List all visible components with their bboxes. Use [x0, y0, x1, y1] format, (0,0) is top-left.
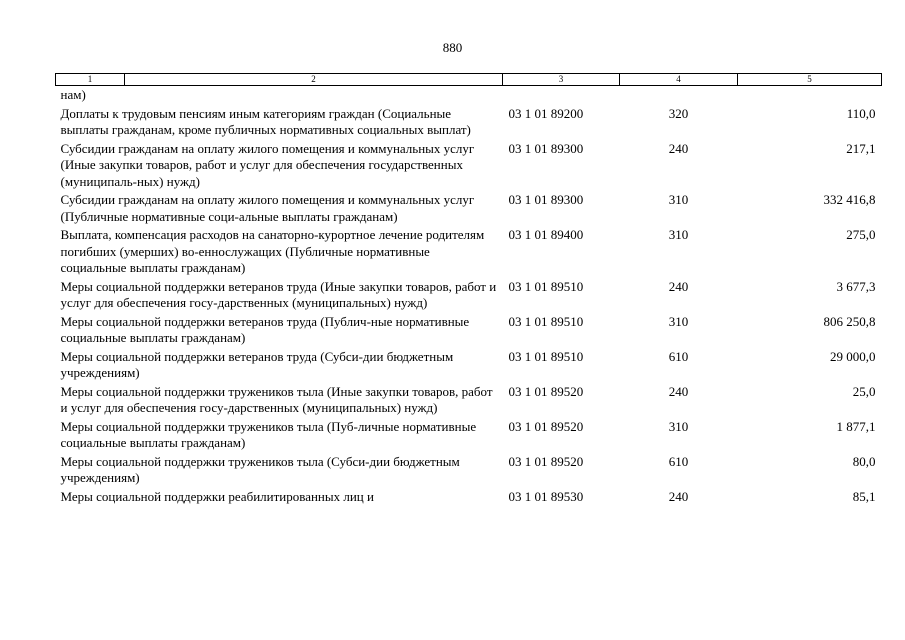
table-row — [56, 419, 882, 454]
row-expense-type-cell — [620, 86, 738, 106]
row-code-cell: 03 1 01 89300 — [508, 140, 584, 156]
table-row — [56, 279, 882, 314]
row-code-cell: 03 1 01 89200 — [508, 105, 584, 121]
row-expense-type-cell: 310 — [668, 192, 689, 207]
table-body — [56, 86, 882, 508]
row-amount-cell: 1 877,1 — [836, 418, 876, 434]
table-row — [56, 192, 882, 227]
table-header — [56, 74, 882, 86]
header-col-1: 1 — [56, 74, 125, 86]
row-expense-type-cell: 310 — [668, 418, 689, 434]
row-code-cell: 03 1 01 89300 — [508, 192, 584, 207]
header-col-2: 2 — [125, 74, 503, 86]
row-amount-cell: 29 000,0 — [830, 348, 876, 364]
row-amount-cell: 85,1 — [852, 488, 876, 504]
header-row — [56, 74, 882, 86]
row-code-cell: 03 1 01 89400 — [508, 227, 584, 242]
row-amount-cell: 217,1 — [846, 140, 876, 156]
row-code-cell: 03 1 01 89520 — [508, 453, 584, 469]
row-expense-type-cell: 240 — [668, 140, 689, 156]
table-row — [56, 349, 882, 384]
row-expense-type-cell: 240 — [668, 488, 689, 504]
row-amount-cell: 275,0 — [846, 227, 876, 242]
table-row — [56, 454, 882, 489]
row-expense-type-cell: 240 — [668, 278, 689, 294]
row-expense-type-cell: 610 — [668, 348, 689, 364]
row-name-cell: Доплаты к трудовым пенсиям иным категориям граждан (Социальные выплаты гражданам, кроме публичных нормативных социальных выплат) — [60, 105, 471, 137]
row-name-cell: Меры социальной поддержки тружеников тыла (Субси-дии бюджетным учреждениям) — [60, 453, 460, 485]
table-row — [56, 489, 882, 508]
table-row — [56, 314, 882, 349]
row-code-cell: 03 1 01 89510 — [508, 348, 584, 364]
row-amount-cell: 332 416,8 — [823, 192, 876, 207]
row-name-cell: Меры социальной поддержки ветеранов труда (Иные закупки товаров, работ и услуг для обеспечения госу-дарственных (муниципальных) нужд) — [60, 278, 497, 310]
row-name-cell: Субсидии гражданам на оплату жилого помещения и коммунальных услуг (Иные закупки товаров, работ и услуг для обеспечения государственных (муниципаль-ных) нужд) — [60, 140, 475, 189]
row-name-cell: нам) — [60, 87, 86, 102]
page-number: 880 — [442, 40, 463, 55]
row-name-cell: Меры социальной поддержки реабилитированных лиц и — [60, 488, 374, 504]
row-code-cell: 03 1 01 89530 — [508, 488, 584, 504]
row-expense-type-cell: 240 — [668, 383, 689, 399]
row-name-cell: Меры социальной поддержки тружеников тыла (Иные закупки товаров, работ и услуг для обеспечения госу-дарственных (муниципальных) нужд) — [60, 383, 493, 415]
row-amount-cell: 806 250,8 — [823, 313, 876, 329]
table-row — [56, 141, 882, 193]
header-col-4: 4 — [620, 74, 738, 86]
row-code-cell: 03 1 01 89510 — [508, 278, 584, 294]
header-col-3: 3 — [503, 74, 620, 86]
row-expense-type-cell: 320 — [668, 105, 689, 121]
header-col-5: 5 — [738, 74, 882, 86]
row-name-cell: Меры социальной поддержки ветеранов труда (Субси-дии бюджетным учреждениям) — [60, 348, 454, 380]
table-row — [56, 227, 882, 279]
row-amount-cell — [738, 86, 882, 106]
row-expense-type-cell: 310 — [668, 227, 689, 242]
budget-table — [55, 73, 882, 507]
row-code-cell: 03 1 01 89520 — [508, 383, 584, 399]
table-row — [56, 106, 882, 141]
row-name-cell: Субсидии гражданам на оплату жилого помещения и коммунальных услуг (Публичные нормативные соци-альные выплаты гражданам) — [60, 192, 475, 224]
row-amount-cell: 80,0 — [852, 453, 876, 469]
row-name-cell: Выплата, компенсация расходов на санаторно-курортное лечение родителям погибших (умерших) во-еннослужащих (Публичные нормативные социальные выплаты гражданам) — [60, 227, 485, 275]
row-code-cell — [503, 86, 620, 106]
row-amount-cell: 110,0 — [846, 105, 876, 121]
table-row — [56, 86, 882, 106]
row-code-cell: 03 1 01 89520 — [508, 418, 584, 434]
row-code-cell: 03 1 01 89510 — [508, 313, 584, 329]
row-expense-type-cell: 310 — [668, 313, 689, 329]
row-amount-cell: 3 677,3 — [836, 278, 876, 294]
row-name-cell: Меры социальной поддержки ветеранов труда (Публич-ные нормативные социальные выплаты гражданам) — [60, 313, 470, 345]
table-row — [56, 384, 882, 419]
row-name-cell: Меры социальной поддержки тружеников тыла (Пуб-личные нормативные социальные выплаты гражданам) — [60, 418, 477, 450]
row-expense-type-cell: 610 — [668, 453, 689, 469]
row-amount-cell: 25,0 — [852, 383, 876, 399]
